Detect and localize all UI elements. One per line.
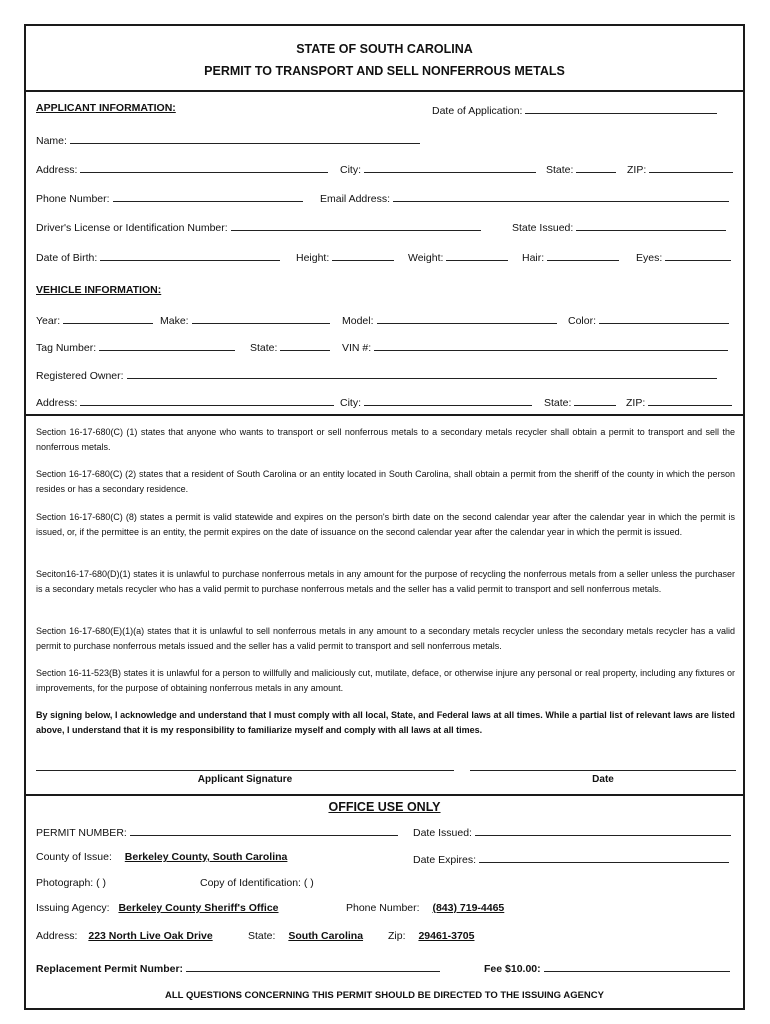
- agency-state-label: State:: [248, 930, 276, 942]
- section-text: Seciton16-17-680(D)(1) states it is unlawful to purchase nonferrous metals in any amount for the purpose of recycling the nonferrous metals from a seller unless the purchaser is a secondary metals recycler who has a valid permit to purchase nonferrous metals and the seller has a valid permit to transport and sell nonferrous metals.: [36, 569, 735, 594]
- state-issued-field[interactable]: [512, 219, 726, 234]
- agency-address-label: Address:: [36, 930, 78, 942]
- signature-date-line[interactable]: [470, 770, 736, 771]
- form-title-state: STATE OF SOUTH CAROLINA: [296, 42, 473, 56]
- copy-of-id-checkbox[interactable]: Copy of Identification: ( ): [200, 877, 314, 889]
- issuing-agency-value: Berkeley County Sheriff's Office: [118, 902, 279, 914]
- date-issued-field[interactable]: [413, 824, 731, 839]
- applicant-signature-line[interactable]: [36, 770, 454, 771]
- color-field[interactable]: [568, 312, 729, 327]
- state-issued-label: State Issued:: [512, 222, 574, 234]
- weight-label: Weight:: [408, 252, 444, 264]
- agency-state-row: [248, 930, 363, 942]
- vehicle-city-field[interactable]: [340, 394, 532, 409]
- agency-state-value: South Carolina: [288, 930, 364, 942]
- agency-address-value: 223 North Live Oak Drive: [88, 930, 213, 942]
- model-field[interactable]: [342, 312, 557, 327]
- county-of-issue-label: County of Issue:: [36, 851, 112, 863]
- state-label: State:: [546, 164, 574, 176]
- hair-label: Hair:: [522, 252, 545, 264]
- vehicle-state-field[interactable]: [250, 339, 330, 354]
- applicant-signature-label: Applicant Signature: [197, 774, 293, 785]
- form-title-permit: PERMIT TO TRANSPORT AND SELL NONFERROUS METALS: [204, 64, 565, 78]
- tag-number-label: Tag Number:: [36, 342, 97, 354]
- color-label: Color:: [568, 315, 597, 327]
- applicant-city-field[interactable]: [340, 161, 536, 176]
- divider: [26, 794, 743, 796]
- registered-owner-field[interactable]: [36, 367, 717, 382]
- registered-owner-label: Registered Owner:: [36, 370, 124, 382]
- fee-field[interactable]: [484, 960, 730, 975]
- vehicle-address-field[interactable]: [36, 394, 334, 409]
- section-text: Section 16-17-680(C) (2) states that a resident of South Carolina or an entity located in South Carolina, shall obtain a permit from the sheriff of the county in which the person resides or has a secondary residence.: [36, 469, 735, 494]
- county-of-issue-row: [36, 851, 287, 863]
- vehicle-address-label: Address:: [36, 397, 78, 409]
- applicant-state-field[interactable]: [546, 161, 616, 176]
- applicant-section-header: APPLICANT INFORMATION:: [36, 102, 176, 114]
- phone-label: Phone Number:: [36, 193, 110, 205]
- fee-label: Fee $10.00:: [484, 963, 541, 975]
- hair-field[interactable]: [522, 249, 619, 264]
- agency-phone-row: [346, 902, 504, 914]
- dob-label: Date of Birth:: [36, 252, 98, 264]
- section-text: Section 16-17-680(C) (1) states that anyone who wants to transport or sell nonferrous metals to a secondary metals recycler shall obtain a permit to transport and sell the nonferrous metals.: [36, 427, 735, 452]
- date-of-application-field[interactable]: [432, 102, 717, 117]
- agency-zip-value: 29461-3705: [418, 930, 475, 942]
- applicant-zip-field[interactable]: [627, 161, 733, 176]
- vehicle-state2-field[interactable]: [544, 394, 616, 409]
- permit-number-label: PERMIT NUMBER:: [36, 827, 127, 839]
- vehicle-section-header: VEHICLE INFORMATION:: [36, 284, 162, 296]
- divider: [26, 414, 743, 416]
- vin-label: VIN #:: [342, 342, 372, 354]
- section-text: Section 16-17-680(E)(1)(a) states that it is unlawful to sell nonferrous metals in any amount to a secondary metals recycler unless the secondary metals recycler has a valid permit to purchase nonferrous metals issued and the seller has a valid permit to transport and sell nonferrous metals.: [36, 626, 735, 651]
- vehicle-state-label: State:: [250, 342, 278, 354]
- name-field[interactable]: [36, 132, 420, 147]
- date-of-application-label: Date of Application:: [432, 105, 523, 117]
- footer-notice: ALL QUESTIONS CONCERNING THIS PERMIT SHOULD BE DIRECTED TO THE ISSUING AGENCY: [165, 990, 604, 1001]
- email-label: Email Address:: [320, 193, 391, 205]
- year-label: Year:: [36, 315, 61, 327]
- section-text: Section 16-11-523(B) states it is unlawful for a person to willfully and maliciously cut, mutilate, deface, or otherwise injure any personal or real property, including any fixtures or improvements, for the purpose of obtaining nonferrous metals in any amount.: [36, 668, 735, 693]
- zip-label: ZIP:: [627, 164, 647, 176]
- issuing-agency-label: Issuing Agency:: [36, 902, 110, 914]
- weight-field[interactable]: [408, 249, 508, 264]
- model-label: Model:: [342, 315, 374, 327]
- permit-form: [24, 24, 745, 1010]
- signature-date-label: Date: [592, 774, 614, 785]
- agency-address-row: [36, 930, 213, 942]
- eyes-label: Eyes:: [636, 252, 663, 264]
- permit-number-field[interactable]: [36, 824, 398, 839]
- replacement-permit-field[interactable]: [36, 960, 440, 975]
- divider: [26, 90, 743, 92]
- vehicle-zip-label: ZIP:: [626, 397, 646, 409]
- vin-field[interactable]: [342, 339, 728, 354]
- photograph-checkbox[interactable]: Photograph: ( ): [36, 877, 107, 889]
- year-field[interactable]: [36, 312, 153, 327]
- applicant-address-field[interactable]: [36, 161, 328, 176]
- height-label: Height:: [296, 252, 330, 264]
- city-label: City:: [340, 164, 361, 176]
- issuing-agency-row: [36, 902, 279, 914]
- date-expires-field[interactable]: [413, 851, 729, 866]
- date-issued-label: Date Issued:: [413, 827, 472, 839]
- replacement-permit-label: Replacement Permit Number:: [36, 963, 184, 975]
- eyes-field[interactable]: [636, 249, 731, 264]
- email-field[interactable]: [320, 190, 729, 205]
- office-use-header: OFFICE USE ONLY: [328, 800, 441, 814]
- phone-field[interactable]: [36, 190, 303, 205]
- date-expires-label: Date Expires:: [413, 854, 477, 866]
- license-field[interactable]: [36, 219, 481, 234]
- agency-zip-label: Zip:: [388, 930, 406, 942]
- vehicle-city-label: City:: [340, 397, 361, 409]
- vehicle-state2-label: State:: [544, 397, 572, 409]
- name-label: Name:: [36, 135, 67, 147]
- agency-phone-value: (843) 719-4465: [432, 902, 505, 914]
- agency-phone-label: Phone Number:: [346, 902, 420, 914]
- acknowledgement-text: By signing below, I acknowledge and understand that I must comply with all local, State, and Federal laws at all times. While a partial list of relevant laws are listed above, I understand that it is my responsibility to familiarize myself and comply with all laws at all times.: [36, 710, 735, 735]
- address-label: Address:: [36, 164, 78, 176]
- height-field[interactable]: [296, 249, 394, 264]
- license-label: Driver's License or Identification Number:: [36, 222, 228, 234]
- agency-zip-row: [388, 930, 475, 942]
- county-of-issue-value: Berkeley County, South Carolina: [124, 851, 288, 863]
- section-text: Section 16-17-680(C) (8) states a permit is valid statewide and expires on the person's birth date on the second calendar year after the calendar year in which the permit is issued, or, if the permittee is an entity, the permit expires on the date of issuance on the second calendar year after the calendar year in which the permit is issued.: [36, 512, 735, 537]
- dob-field[interactable]: [36, 249, 280, 264]
- tag-number-field[interactable]: [36, 339, 235, 354]
- make-field[interactable]: [160, 312, 330, 327]
- vehicle-zip-field[interactable]: [626, 394, 732, 409]
- make-label: Make:: [160, 315, 189, 327]
